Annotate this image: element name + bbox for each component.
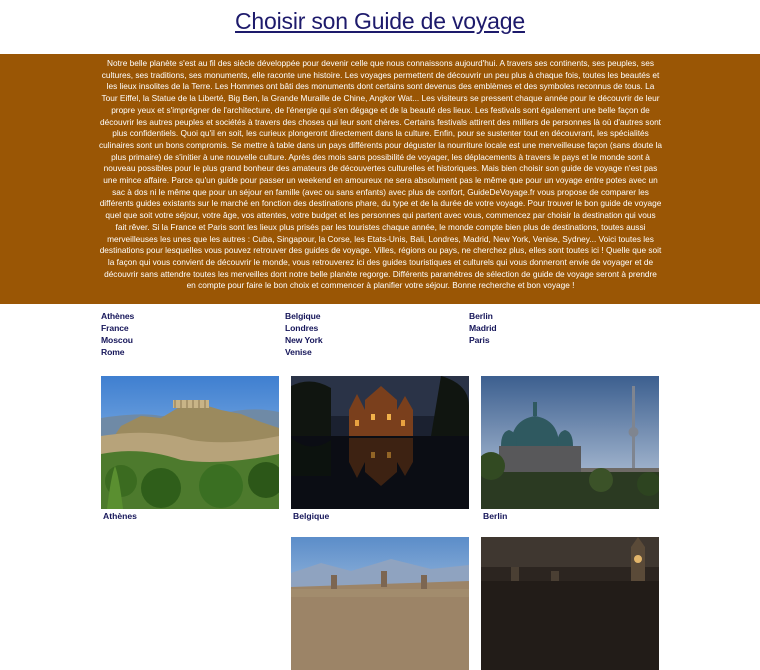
destination-link-athenes[interactable]: Athènes (101, 311, 135, 321)
destination-link-madrid[interactable]: Madrid (469, 323, 497, 333)
destination-column-1 (101, 310, 261, 358)
destination-link-venise[interactable]: Venise (285, 347, 312, 357)
destination-link-londres[interactable]: Londres (285, 323, 319, 333)
destination-link-belgique[interactable]: Belgique (285, 311, 321, 321)
athens-photo[interactable] (101, 376, 279, 509)
intro-text: Notre belle planète s'est au fil des siècle développée pour devenir celle que nous connaissons aujourd'hui. A travers ses continents, ses peuples, ses cultures, ses traditions, ses monuments, elle raconte une histoire. Les voyages permettent de découvrir un peu plus à chaque fois, toutes les beautés et les lieux insolites de la Terre. Les Hommes ont bâti des monuments dont certains sont devenus des emblèmes et des symboles reconnus de tous. La Tour Eiffel, la Statue de la Liberté, Big Ben, la Grande Muraille de Chine, Angkor Wat... Les visiteurs se pressent chaque année pour le découvrir de leur propre yeux et s'imprégner de l'architecture, de l'énergie qui s'en dégage et de la beauté des lieux. Les festivals sont également une belle façon de découvrir les autres peuples et sociétés à travers des choses qui leur sont chères. Certains festivals attirent des milliers de personnes là où d'autres sont plus confidentiels. Quoi qu'il en soit, les curieux plongeront directement dans la culture. Enfin, pour se sustenter tout en découvrant, les spécialités culinaires sont un bons compromis. Se mettre à table dans un pays différents pour déguster la nourriture locale est une merveilleuse façon (sans doute la plus primaire) de s'initier à une nouvelle culture. Après des mois sans possibilité de voyager, les déplacements à travers le pays et le monde sont à nouveau possibles pour le plus grand bonheur des amateurs de découvertes culturelles et historiques. Mais bien choisir son guide de voyage n'est pas une mince affaire. Parce qu'un guide pour passer un weekend en amoureux ne sera absolument pas le même que pour un voyage entre potes avec un sac à dos ni le même que pour un séjour en famille (avec ou sans enfants) avec plus de confort, GuideDeVoyage.fr vous propose de comparer les différents guides existants sur le marché en fonction des destinations phare, du type et de la durée de votre voyage. Pour trouver le bon guide de voyage quel que soit votre séjour, votre âge, vos attentes, votre budget et les personnes qui partent avec vous, commencez par choisir la destination qui vous fait rêver. Si la France et Paris sont les lieux plus prisés par les touristes chaque année, le monde compte bien plus de destinations, toutes aussi merveilleuses les unes que les autres : Cuba, Singapour, la Corse, les Etats-Unis, Bali, Londres, Madrid, New York, Venise, Sydney... Voici toutes les destinations pour lesquelles vous pouvez retrouver des guides de voyage. Villes, régions ou pays, ne cherchez plus, elles sont toutes ici ! Quelle que soit la façon qui vous convient de découvrir le monde, vous retrouverez ici des guides touristiques et culturels qui vous donneront envie de voyager et de découvrir sans attendre toutes les merveilles dont notre belle planète regorge. Différents paramètres de sélection de guide de voyage seront à prendre en compte pour faire le bon choix et commencer à planifier votre séjour. Bonne recherche et bon voyage ! (0, 54, 760, 304)
destination-link-moscou[interactable]: Moscou (101, 335, 133, 345)
card-caption[interactable]: Belgique (293, 511, 330, 521)
card-4-photo[interactable] (291, 537, 469, 670)
destination-link-new-york[interactable]: New York (285, 335, 323, 345)
card-caption[interactable]: Berlin (483, 511, 508, 521)
destination-column-2 (285, 310, 445, 358)
destination-link-rome[interactable]: Rome (101, 347, 125, 357)
destination-column-3 (469, 310, 629, 346)
card-5-photo[interactable] (481, 537, 659, 670)
page-title[interactable]: Choisir son Guide de voyage (235, 8, 525, 34)
belgique-photo[interactable] (291, 376, 469, 509)
destination-link-france[interactable]: France (101, 323, 129, 333)
destination-link-berlin[interactable]: Berlin (469, 311, 493, 321)
destination-link-paris[interactable]: Paris (469, 335, 490, 345)
card-caption[interactable]: Athènes (103, 511, 137, 521)
berlin-photo[interactable] (481, 376, 659, 509)
